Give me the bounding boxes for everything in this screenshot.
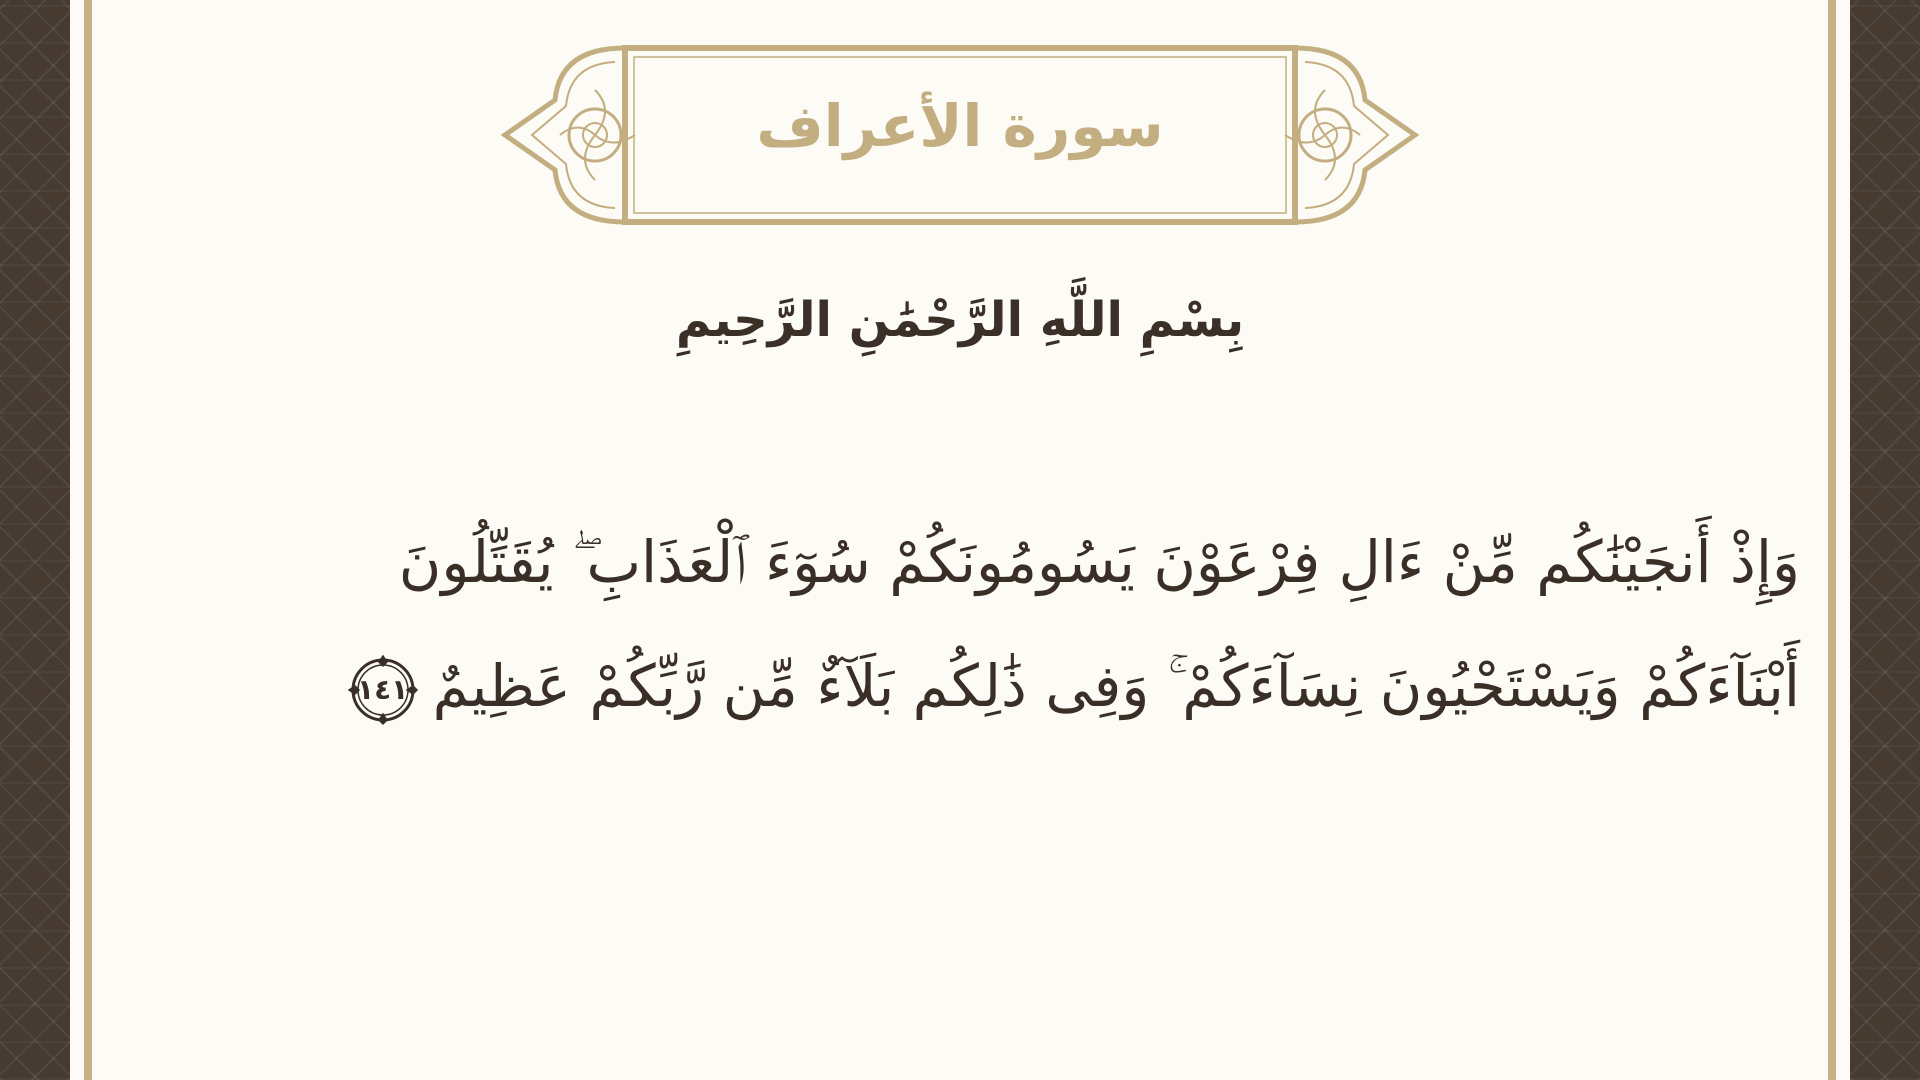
verse-line-1: وَإِذْ أَنجَيْنَٰكُم مِّنْ ءَالِ فِرْعَوْنَ يَسُومُونَكُمْ سُوٓءَ ٱلْعَذَابِ ۖ يُقَتِّلُونَ: [398, 528, 1800, 596]
left-decorative-border: [0, 0, 70, 1080]
right-gold-rule: [1828, 0, 1836, 1080]
verse-line-2-text: أَبْنَآءَكُمْ وَيَسْتَحْيُونَ نِسَآءَكُمْ ۚ وَفِى ذَٰلِكُم بَلَآءٌ مِّن رَّبِّكُمْ عَظِيمٌ: [432, 652, 1800, 720]
left-gold-rule: [84, 0, 92, 1080]
surah-title: سورة الأعراف: [756, 92, 1164, 160]
right-decorative-border: [1850, 0, 1920, 1080]
verse-line-2: [240, 624, 1800, 748]
ayah-number: ١٤١: [356, 672, 409, 706]
verse-text: [240, 500, 1800, 748]
basmala: بِسْمِ اللَّهِ الرَّحْمَٰنِ الرَّحِيمِ: [675, 292, 1245, 348]
surah-title-frame: [500, 40, 1420, 230]
ayah-number-marker: [347, 654, 419, 726]
